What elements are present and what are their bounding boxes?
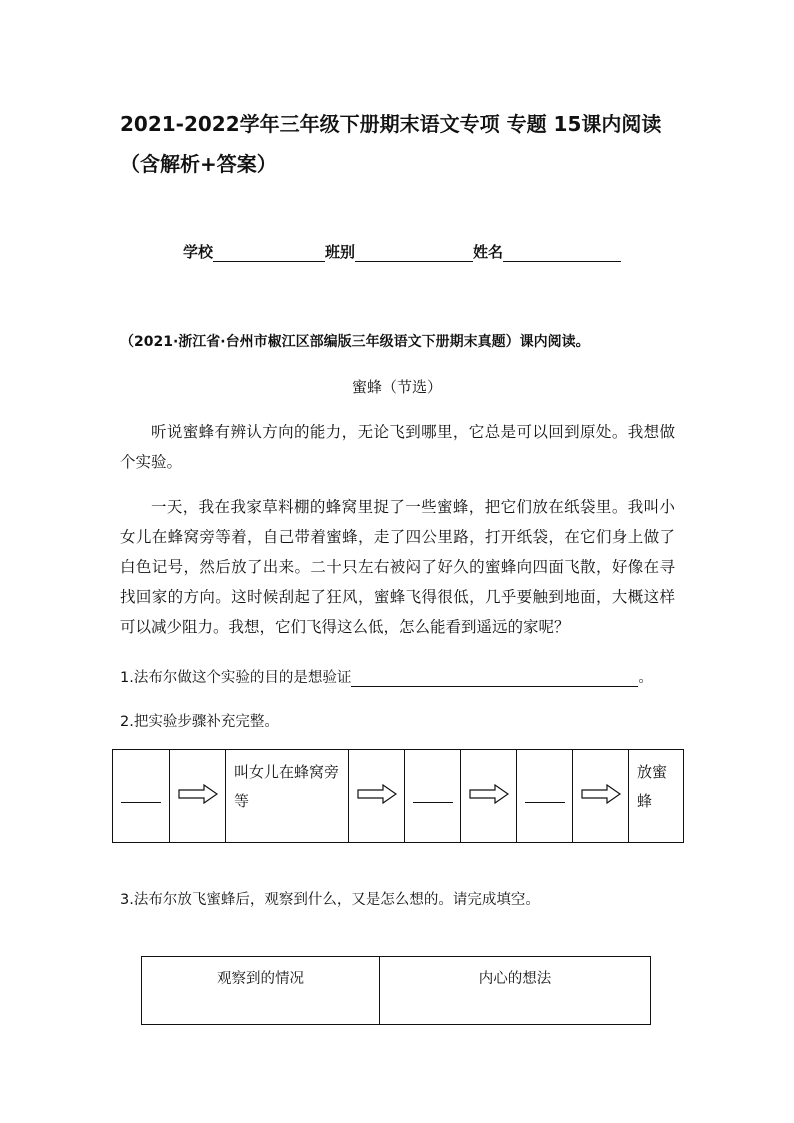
school-blank[interactable] [213,247,325,262]
arrow-right-icon [349,750,405,843]
observation-table [141,956,651,1025]
observed-situation-header: 观察到的情况 [142,957,380,1025]
arrow-right-icon [573,750,629,843]
arrow-right-icon [170,750,226,843]
class-blank[interactable] [355,247,473,262]
inner-thought-header: 内心的想法 [380,957,651,1025]
question-2 [120,710,279,731]
class-label: 班别 [325,243,356,261]
question-3 [120,888,540,909]
step-3-blank[interactable] [405,750,461,843]
school-label: 学校 [183,243,214,261]
paragraph-1: 听说蜜蜂有辨认方向的能力，无论飞到哪里，它总是可以回到原处。我想做个实验。 [120,423,675,471]
step-5-text: 放蜜蜂 [629,750,684,843]
step-2-text: 叫女儿在蜂窝旁等 [226,750,349,843]
step-4-blank[interactable] [517,750,573,843]
paragraph-2: 一天，我在我家草料棚的蜂窝里捉了一些蜜蜂，把它们放在纸袋里。我叫小女儿在蜂窝旁等着，自己带着蜜蜂，走了四公里路，打开纸袋，在它们身上做了白色记号，然后放了出来。二十只左右被闷了好久的蜜蜂向四面飞散，好像在寻找回家的方向。这时候刮起了狂风，蜜蜂飞得很低，几乎要触到地面，大概这样可以减少阻力。我想，它们飞得这么低，怎么能看到遥远的家呢？ [120,498,675,636]
question-source: （2021·浙江省·台州市椒江区部编版三年级语文下册期末真题）课内阅读。 [120,334,590,350]
question-1-end: 。 [638,670,653,686]
question-1-text: 1.法布尔做这个实验的目的是想验证 [120,670,352,686]
question-3-text: 3.法布尔放飞蜜蜂后，观察到什么，又是怎么想的。请完成填空。 [120,892,540,908]
experiment-steps-table [112,749,684,843]
step-1-blank[interactable] [113,750,170,843]
question-2-text: 2.把实验步骤补充完整。 [120,714,279,730]
question-1-blank[interactable] [351,672,638,687]
question-1 [120,666,653,687]
name-label: 姓名 [473,243,504,261]
document-title: 2021-2022学年三年级下册期末语文专项 专题 15课内阅读（含解析+答案） [120,112,662,176]
passage-title: 蜜蜂（节选） [351,378,442,396]
name-blank[interactable] [503,247,621,262]
arrow-right-icon [461,750,517,843]
student-info-line [183,241,621,262]
